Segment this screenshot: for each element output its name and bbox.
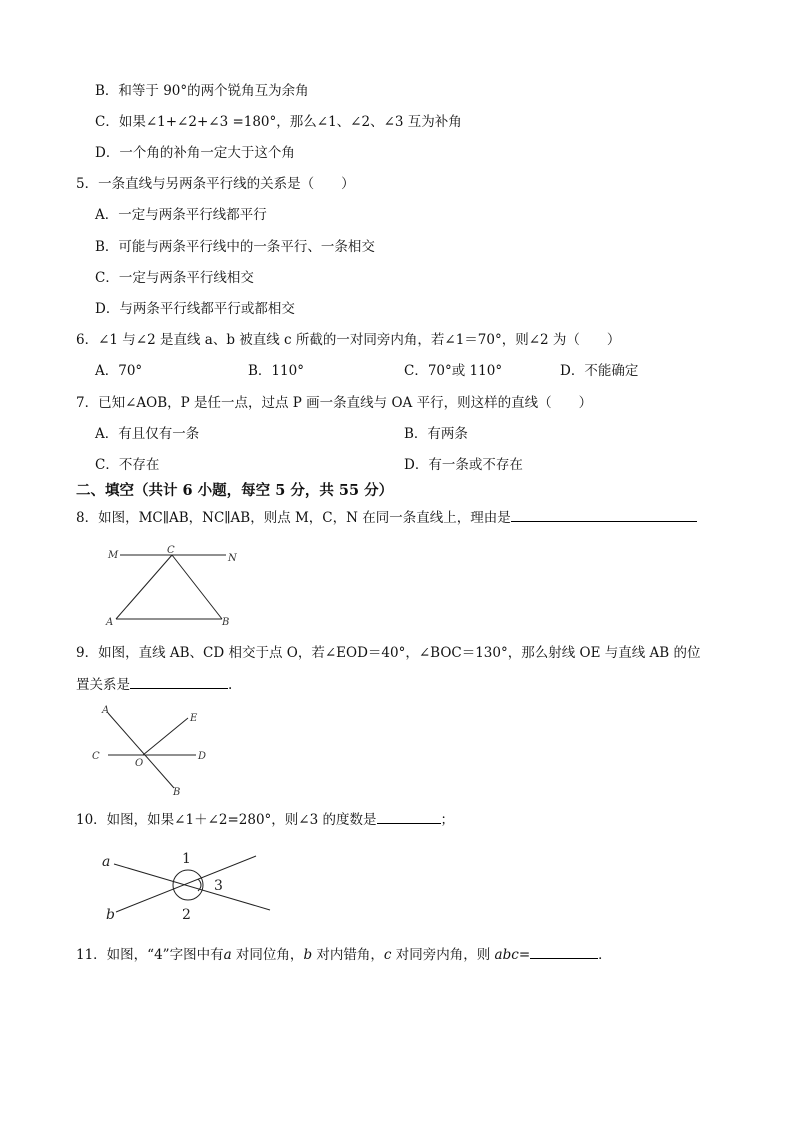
q7-stem: 7．已知∠AOB，P 是任一点，过点 P 画一条直线与 OA 平行，则这样的直线（ ） — [76, 395, 593, 411]
q10-answer-blank[interactable] — [377, 811, 441, 824]
q9-label-c: C — [92, 751, 100, 762]
q9-answer-blank[interactable] — [130, 676, 228, 689]
q5-option-c: C．一定与两条平行线相交 — [95, 270, 254, 286]
q11-var-c: c — [383, 947, 392, 963]
q7-option-d: D．有一条或不存在 — [404, 457, 523, 473]
q6-option-c: C．70°或 110° — [404, 363, 503, 379]
q9-ray-oe — [143, 718, 188, 755]
q11-stem-mid1: 对同位角， — [231, 947, 304, 963]
q11-var-a: a — [223, 947, 232, 963]
q10-label-3: 3 — [214, 878, 223, 894]
q8-answer-blank[interactable] — [511, 509, 697, 522]
q4-option-c: C．如果∠1+∠2+∠3 =180°，那么∠1、∠2、∠3 互为补角 — [95, 114, 462, 130]
q7-option-b: B．有两条 — [404, 426, 468, 442]
q9-label-d: D — [198, 751, 207, 762]
q9-label-a: A — [102, 705, 110, 716]
q9-stem-text: 置关系是 — [76, 677, 130, 693]
q9-stem-line1: 9．如图，直线 AB、CD 相交于点 O，若∠EOD＝40°，∠BOC＝130°，那么射线 OE 与直线 AB 的位 — [76, 645, 701, 661]
q9-label-e: E — [190, 713, 198, 724]
q8-label-m: M — [108, 550, 119, 561]
q11-stem-mid2: 对内错角， — [312, 947, 384, 963]
q10-stem-text: 10．如图，如果∠1＋∠2=280°，则∠3 的度数是 — [76, 812, 377, 828]
q11-var-abc: abc — [494, 947, 519, 963]
q8-side-ca — [116, 555, 172, 619]
q11-answer-blank[interactable] — [530, 946, 598, 959]
q10-figure — [100, 846, 280, 926]
q8-stem-text: 8．如图，MC∥AB，NC∥AB，则点 M，C，N 在同一条直线上，理由是 — [76, 510, 511, 526]
q7-option-c: C．不存在 — [95, 457, 160, 473]
q11-stem-mid3: 对同旁内角，则 — [391, 947, 495, 963]
q8-label-a: A — [106, 617, 114, 628]
q9-label-b: B — [173, 787, 181, 798]
q10-angle-circle — [173, 870, 203, 900]
q6-option-a: A．70° — [95, 363, 143, 379]
q6-option-d: D．不能确定 — [560, 363, 639, 379]
q8-label-n: N — [228, 553, 237, 564]
q10-label-2: 2 — [182, 907, 191, 923]
q11-stem-end: ． — [598, 947, 612, 963]
q6-option-b: B．110° — [248, 363, 304, 379]
q5-option-d: D．与两条平行线都平行或都相交 — [95, 301, 295, 317]
q5-option-b: B．可能与两条平行线中的一条平行、一条相交 — [95, 239, 375, 255]
q10-label-a: a — [102, 854, 111, 870]
q6-stem: 6．∠1 与∠2 是直线 a、b 被直线 c 所截的一对同旁内角，若∠1＝70°，则∠2 为（ ） — [76, 332, 621, 348]
q10-label-1: 1 — [182, 851, 191, 867]
q9-stem-line2 — [76, 676, 232, 694]
q8-stem — [76, 509, 697, 527]
q4-option-b: B．和等于 90°的两个锐角互为余角 — [95, 83, 309, 99]
q11-stem-pre: 11．如图，“4”字图中有 — [76, 947, 224, 963]
q9-line-ab — [108, 713, 174, 788]
q5-option-a: A．一定与两条平行线都平行 — [95, 207, 267, 223]
q8-label-b: B — [222, 617, 230, 628]
q8-side-cb — [172, 555, 222, 619]
q4-option-d: D．一个角的补角一定大于这个角 — [95, 145, 295, 161]
q10-stem — [76, 811, 454, 829]
q11-stem — [76, 946, 612, 964]
q5-stem: 5．一条直线与另两条平行线的关系是（ ） — [76, 176, 355, 192]
q9-stem-end: . — [228, 677, 233, 693]
section-heading-fill-in: 二、填空（共计 6 小题，每空 5 分，共 55 分） — [76, 482, 394, 499]
q11-var-b: b — [303, 947, 313, 963]
q8-label-c: C — [167, 545, 175, 556]
q10-stem-end: ； — [440, 812, 454, 828]
q10-label-b: b — [106, 907, 115, 923]
q7-option-a: A．有且仅有一条 — [95, 426, 200, 442]
q8-figure — [104, 543, 244, 628]
q9-label-o: O — [135, 758, 144, 769]
q11-equals: = — [518, 947, 531, 963]
q9-figure — [90, 704, 210, 796]
